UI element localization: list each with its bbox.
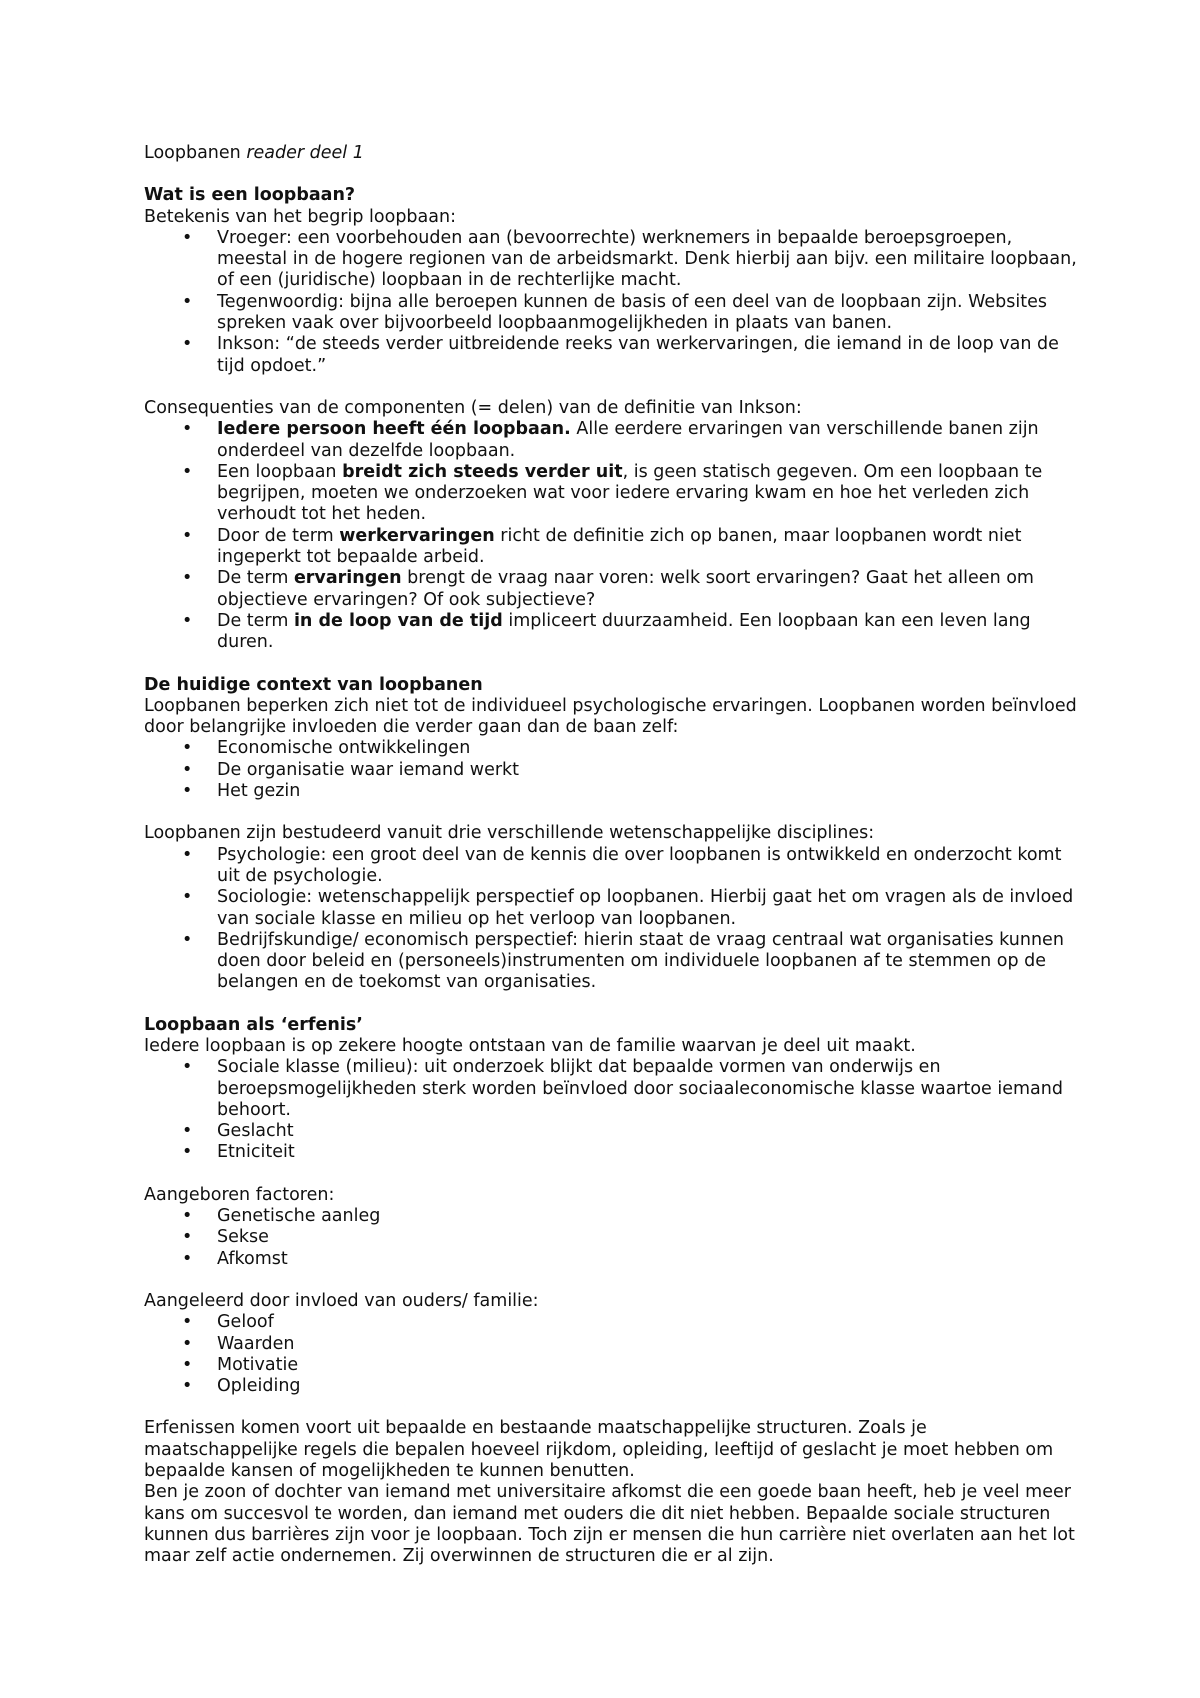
bullet-list: [144, 1057, 1084, 1163]
list-item: • Etniciteit: [144, 1142, 1084, 1163]
list-item: • Vroeger: een voorbehouden aan (bevoorrechte) werknemers in bepaalde beroepsgroepen, meestal in de hogere regionen van de arbeidsmarkt. Denk hierbij aan bijv. een militaire loopbaan, of een (juridische) loopbaan in de rechterlijke macht.: [144, 228, 1084, 292]
list-item: • Iedere persoon heeft één loopbaan. Alle eerdere ervaringen van verschillende banen zijn onderdeel van dezelfde loopbaan.: [144, 419, 1084, 462]
paragraph: Iedere loopbaan is op zekere hoogte ontstaan van de familie waarvan je deel uit maakt.: [144, 1035, 916, 1056]
list-item: • Het gezin: [144, 781, 1084, 802]
bullet-list: [144, 738, 1084, 802]
paragraph: Ben je zoon of dochter van iemand met universitaire afkomst die een goede baan heeft, heb je veel meer kans om succesvol te worden, dan iemand met ouders die dit niet hebben. Bepaalde sociale structuren kunnen dus barrières zijn voor je loopbaan. Toch zijn er mensen die hun carrière niet overlaten aan het lot maar zelf actie ondernemen. Zij overwinnen de structuren die er al zijn.: [144, 1482, 1075, 1567]
paragraph: Betekenis van het begrip loopbaan:: [144, 206, 456, 227]
list-item: • Bedrijfskundige/ economisch perspectief: hierin staat de vraag centraal wat organisaties kunnen doen door beleid en (personeels)instrumenten om individuele loopbanen af te stemmen op de belangen en de toekomst van organisaties.: [144, 930, 1084, 994]
list-item: • De term ervaringen brengt de vraag naar voren: welk soort ervaringen? Gaat het alleen om objectieve ervaringen? Of ook subjectieve?: [144, 568, 1084, 611]
bullet-list: [144, 228, 1084, 377]
bullet-list: [144, 1206, 1084, 1270]
paragraph: Consequenties van de componenten (= delen) van de definitie van Inkson:: [144, 397, 802, 418]
list-item: • Geslacht: [144, 1121, 1084, 1142]
list-item: • De organisatie waar iemand werkt: [144, 760, 1084, 781]
heading-loopbaan-als-erfenis: Loopbaan als ‘erfenis’: [144, 1014, 363, 1035]
list-item: • Afkomst: [144, 1249, 1084, 1270]
list-item: • Een loopbaan breidt zich steeds verder uit, is geen statisch gegeven. Om een loopbaan te begrijpen, moeten we onderzoeken wat voor iedere ervaring kwam en hoe het verleden zich verhoudt tot het heden.: [144, 462, 1084, 526]
bullet-list: [144, 845, 1084, 994]
list-item: • De term in de loop van de tijd impliceert duurzaamheid. Een loopbaan kan een leven lang duren.: [144, 611, 1084, 654]
list-item: • Genetische aanleg: [144, 1206, 1084, 1227]
list-item: • Sociologie: wetenschappelijk perspectief op loopbanen. Hierbij gaat het om vragen als de invloed van sociale klasse en milieu op het verloop van loopbanen.: [144, 887, 1084, 930]
list-item: • Sekse: [144, 1227, 1084, 1248]
paragraph: Loopbanen zijn bestudeerd vanuit drie verschillende wetenschappelijke disciplines:: [144, 823, 875, 844]
bullet-list: [144, 1312, 1084, 1397]
list-item: • Economische ontwikkelingen: [144, 738, 1084, 759]
list-item: • Door de term werkervaringen richt de definitie zich op banen, maar loopbanen wordt niet ingeperkt tot bepaalde arbeid.: [144, 526, 1084, 569]
paragraph: Aangeleerd door invloed van ouders/ familie:: [144, 1290, 539, 1311]
paragraph: Aangeboren factoren:: [144, 1184, 335, 1205]
document-body: [144, 143, 1084, 1568]
list-item: • Motivatie: [144, 1355, 1084, 1376]
list-item: • Sociale klasse (milieu): uit onderzoek blijkt dat bepaalde vormen van onderwijs en beroepsmogelijkheden sterk worden beïnvloed door sociaaleconomische klasse waartoe iemand behoort.: [144, 1057, 1084, 1121]
list-item: • Tegenwoordig: bijna alle beroepen kunnen de basis of een deel van de loopbaan zijn. Websites spreken vaak over bijvoorbeeld loopbaanmogelijkheden in plaats van banen.: [144, 292, 1084, 335]
list-item: • Waarden: [144, 1334, 1084, 1355]
list-item: • Psychologie: een groot deel van de kennis die over loopbanen is ontwikkeld en onderzocht komt uit de psychologie.: [144, 845, 1084, 888]
document-title-italic: reader deel 1: [246, 143, 364, 163]
document-title: Loopbanen reader deel 1: [144, 143, 364, 163]
list-item: • Inkson: “de steeds verder uitbreidende reeks van werkervaringen, die iemand in de loop van de tijd opdoet.”: [144, 334, 1084, 377]
heading-huidige-context: De huidige context van loopbanen: [144, 674, 483, 695]
paragraph: Erfenissen komen voort uit bepaalde en bestaande maatschappelijke structuren. Zoals je maatschappelijke regels die bepalen hoeveel rijkdom, opleiding, leeftijd of geslacht je moet hebben om bepaalde kansen of mogelijkheden te kunnen benutten.: [144, 1418, 1054, 1482]
paragraph: Loopbanen beperken zich niet tot de individueel psychologische ervaringen. Loopbanen worden beïnvloed door belangrijke invloeden die verder gaan dan de baan zelf:: [144, 695, 1077, 738]
list-item: • Geloof: [144, 1312, 1084, 1333]
heading-wat-is-een-loopbaan: Wat is een loopbaan?: [144, 185, 356, 206]
list-item: • Opleiding: [144, 1376, 1084, 1397]
bullet-list: [144, 419, 1084, 653]
